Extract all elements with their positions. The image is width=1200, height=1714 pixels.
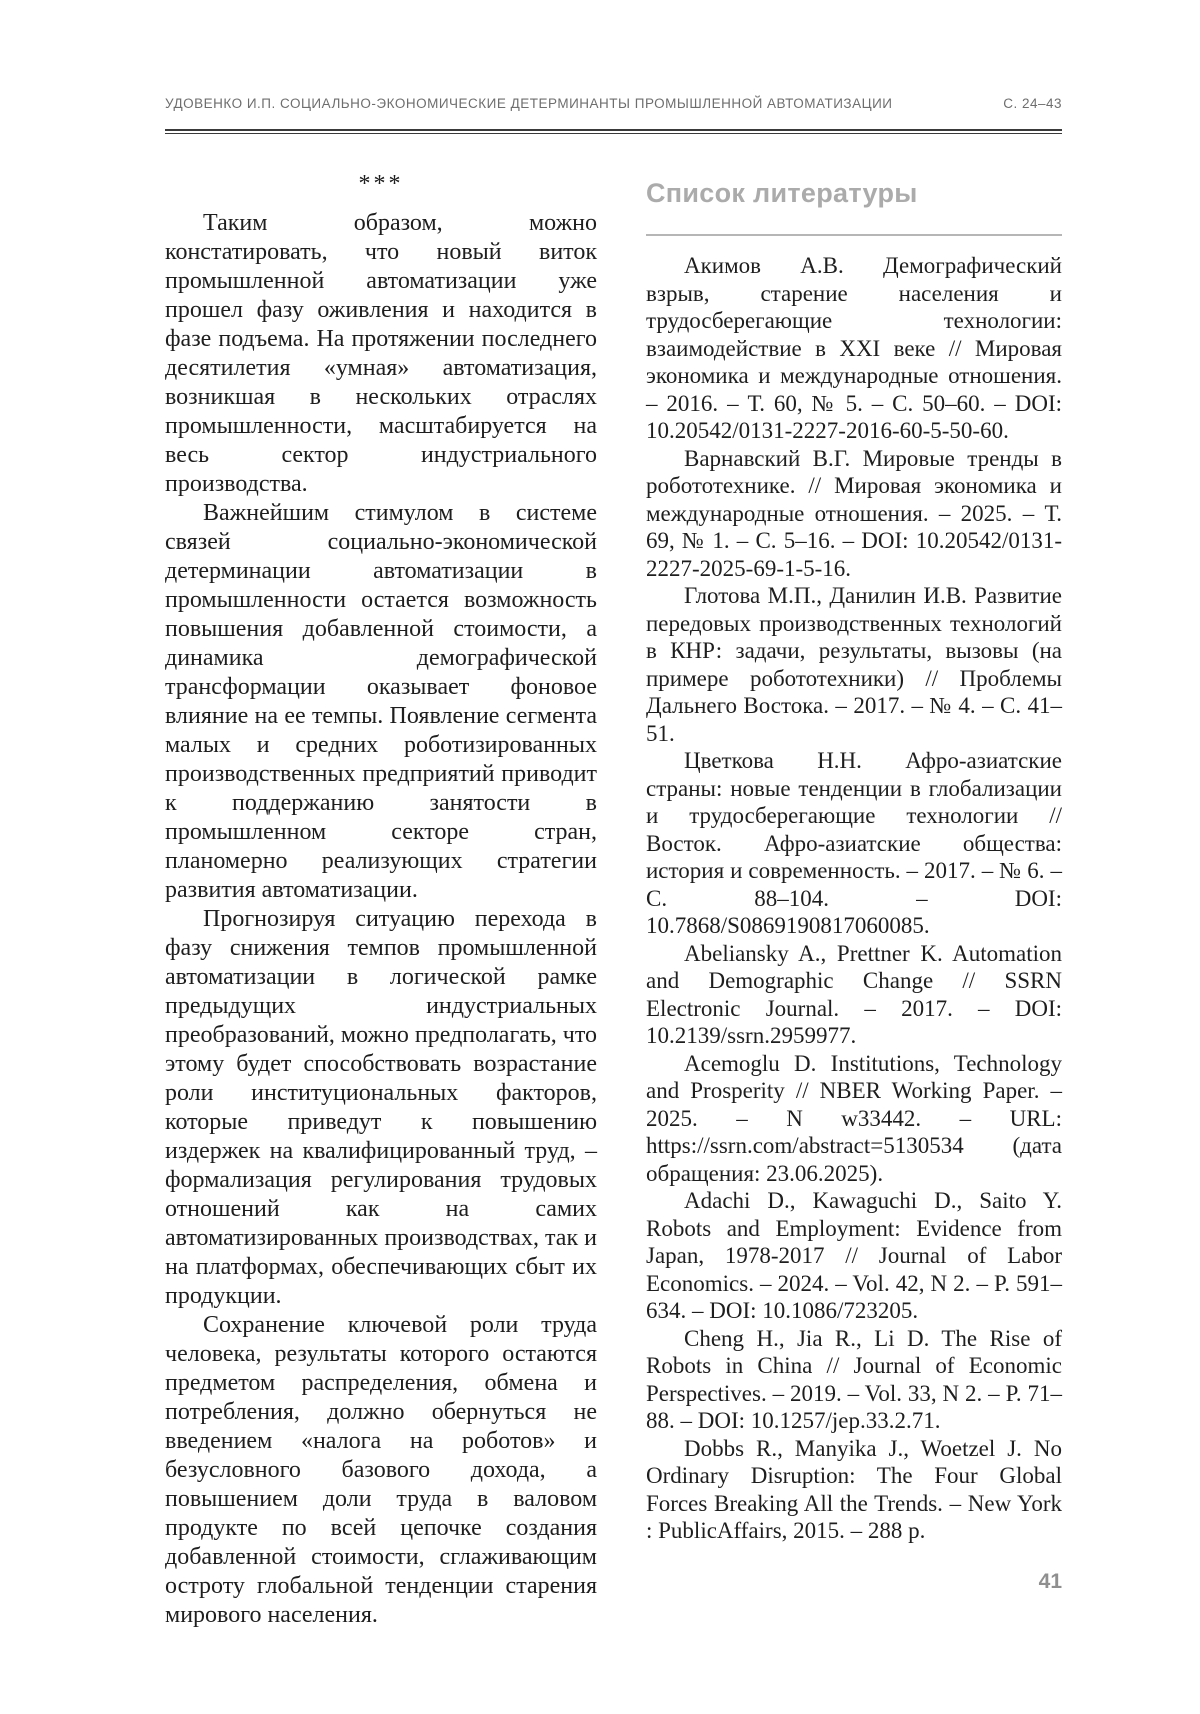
section-separator: *** [358, 171, 404, 197]
reference-item: Варнавский В.Г. Мировые тренды в робототехнике. // Мировая экономика и международные отношения. – 2025. – Т. 69, № 1. – С. 5–16. – DOI: 10.20542/0131-2227-2025-69-1-5-16. [646, 445, 1062, 581]
reference-item: Глотова М.П., Данилин И.В. Развитие передовых производственных технологий в КНР: задачи, результаты, вызовы (на примере робототехники) // Проблемы Дальнего Востока. – 2017. – № 4. – С. 41–51. [646, 583, 1062, 746]
running-header [165, 96, 1062, 111]
reference-item: Abeliansky A., Prettner K. Automation and Demographic Change // SSRN Electronic Journal. – 2017. – DOI: 10.2139/ssrn.2959977. [646, 940, 1062, 1048]
page-number: 41 [1038, 1570, 1062, 1593]
reference-item: Цветкова Н.Н. Афро-азиатские страны: новые тенденции в глобализации и трудосберегающие технологии // Восток. Афро-азиатские общества: история и современность. – 2017. – № 6. – С. 88–104. – DOI: 10.7868/S0869190817060085. [646, 748, 1062, 938]
reference-item: Акимов А.В. Демографический взрыв, старение населения и трудосберегающие технологии: взаимодействие в XXI веке // Мировая экономика и международные отношения. – 2016. – Т. 60, № 5. – С. 50–60. – DOI: 10.20542/0131-2227-2016-60-5-50-60. [646, 253, 1062, 443]
right-column [646, 170, 1062, 1545]
reference-item: Adachi D., Kawaguchi D., Saito Y. Robots and Employment: Evidence from Japan, 1978-2017 // Journal of Labor Economics. – 2024. – Vol. 42, N 2. – P. 591–634. – DOI: 10.1086/723205. [646, 1188, 1062, 1323]
references-heading-rule [646, 234, 1062, 236]
reference-item: Cheng H., Jia R., Li D. The Rise of Robots in China // Journal of Economic Perspectives. – 2019. – Vol. 33, N 2. – P. 71–88. – DOI: 10.1257/jep.33.2.71. [646, 1325, 1062, 1433]
running-title: УДОВЕНКО И.П. СОЦИАЛЬНО-ЭКОНОМИЧЕСКИЕ ДЕТЕРМИНАНТЫ ПРОМЫШЛЕННОЙ АВТОМАТИЗАЦИИ [165, 96, 893, 111]
reference-item: Acemoglu D. Institutions, Technology and Prosperity // NBER Working Paper. – 2025. – N w33442. – URL: https://ssrn.com/abstract=5130534 (дата обращения: 23.06.2025). [646, 1050, 1062, 1186]
header-rule [165, 129, 1062, 134]
body-paragraph: Важнейшим стимулом в системе связей социально-экономической детерминации автоматизации в промышленности остается возможность повышения добавленной стоимости, а динамика демографической трансформации оказывает фоновое влияние на ее темпы. Появление сегмента малых и средних роботизированных производственных предприятий приводит к поддержанию занятости в промышленном секторе стран, планомерно реализующих стратегии развития автоматизации. [165, 500, 597, 903]
header-rule-thin-line [165, 133, 1062, 134]
references-heading: Список литературы [646, 178, 918, 208]
body-paragraph: Таким образом, можно констатировать, что новый виток промышленной автоматизации уже прошел фазу оживления и находится в фазе подъема. На протяжении последнего десятилетия «умная» автоматизация, возникшая в нескольких отраслях промышленности, масштабируется на весь сектор индустриального производства. [165, 210, 597, 497]
left-column [165, 170, 597, 1630]
header-rule-thick-line [165, 129, 1062, 131]
page-range: С. 24–43 [1003, 96, 1062, 111]
body-paragraph: Сохранение ключевой роли труда человека, результаты которого остаются предметом распределения, обмена и потребления, должно обернуться не введением «налога на роботов» и безусловного базового дохода, а повышением доли труда в валовом продукте по всей цепочке создания добавленной стоимости, сглаживающим остроту глобальной тенденции старения мирового населения. [165, 1312, 597, 1628]
body-paragraph: Прогнозируя ситуацию перехода в фазу снижения темпов промышленной автоматизации в логической рамке предыдущих индустриальных преобразований, можно предполагать, что этому будет способствовать возрастание роли институциональных факторов, которые приведут к повышению издержек на квалифицированный труд, – формализация регулирования трудовых отношений как на самих автоматизированных производствах, так и на платформах, обеспечивающих сбыт их продукции. [165, 906, 598, 1309]
reference-item: Dobbs R., Manyika J., Woetzel J. No Ordinary Disruption: The Four Global Forces Breaking All the Trends. – New York : PublicAffairs, 2015. – 288 p. [646, 1435, 1062, 1543]
